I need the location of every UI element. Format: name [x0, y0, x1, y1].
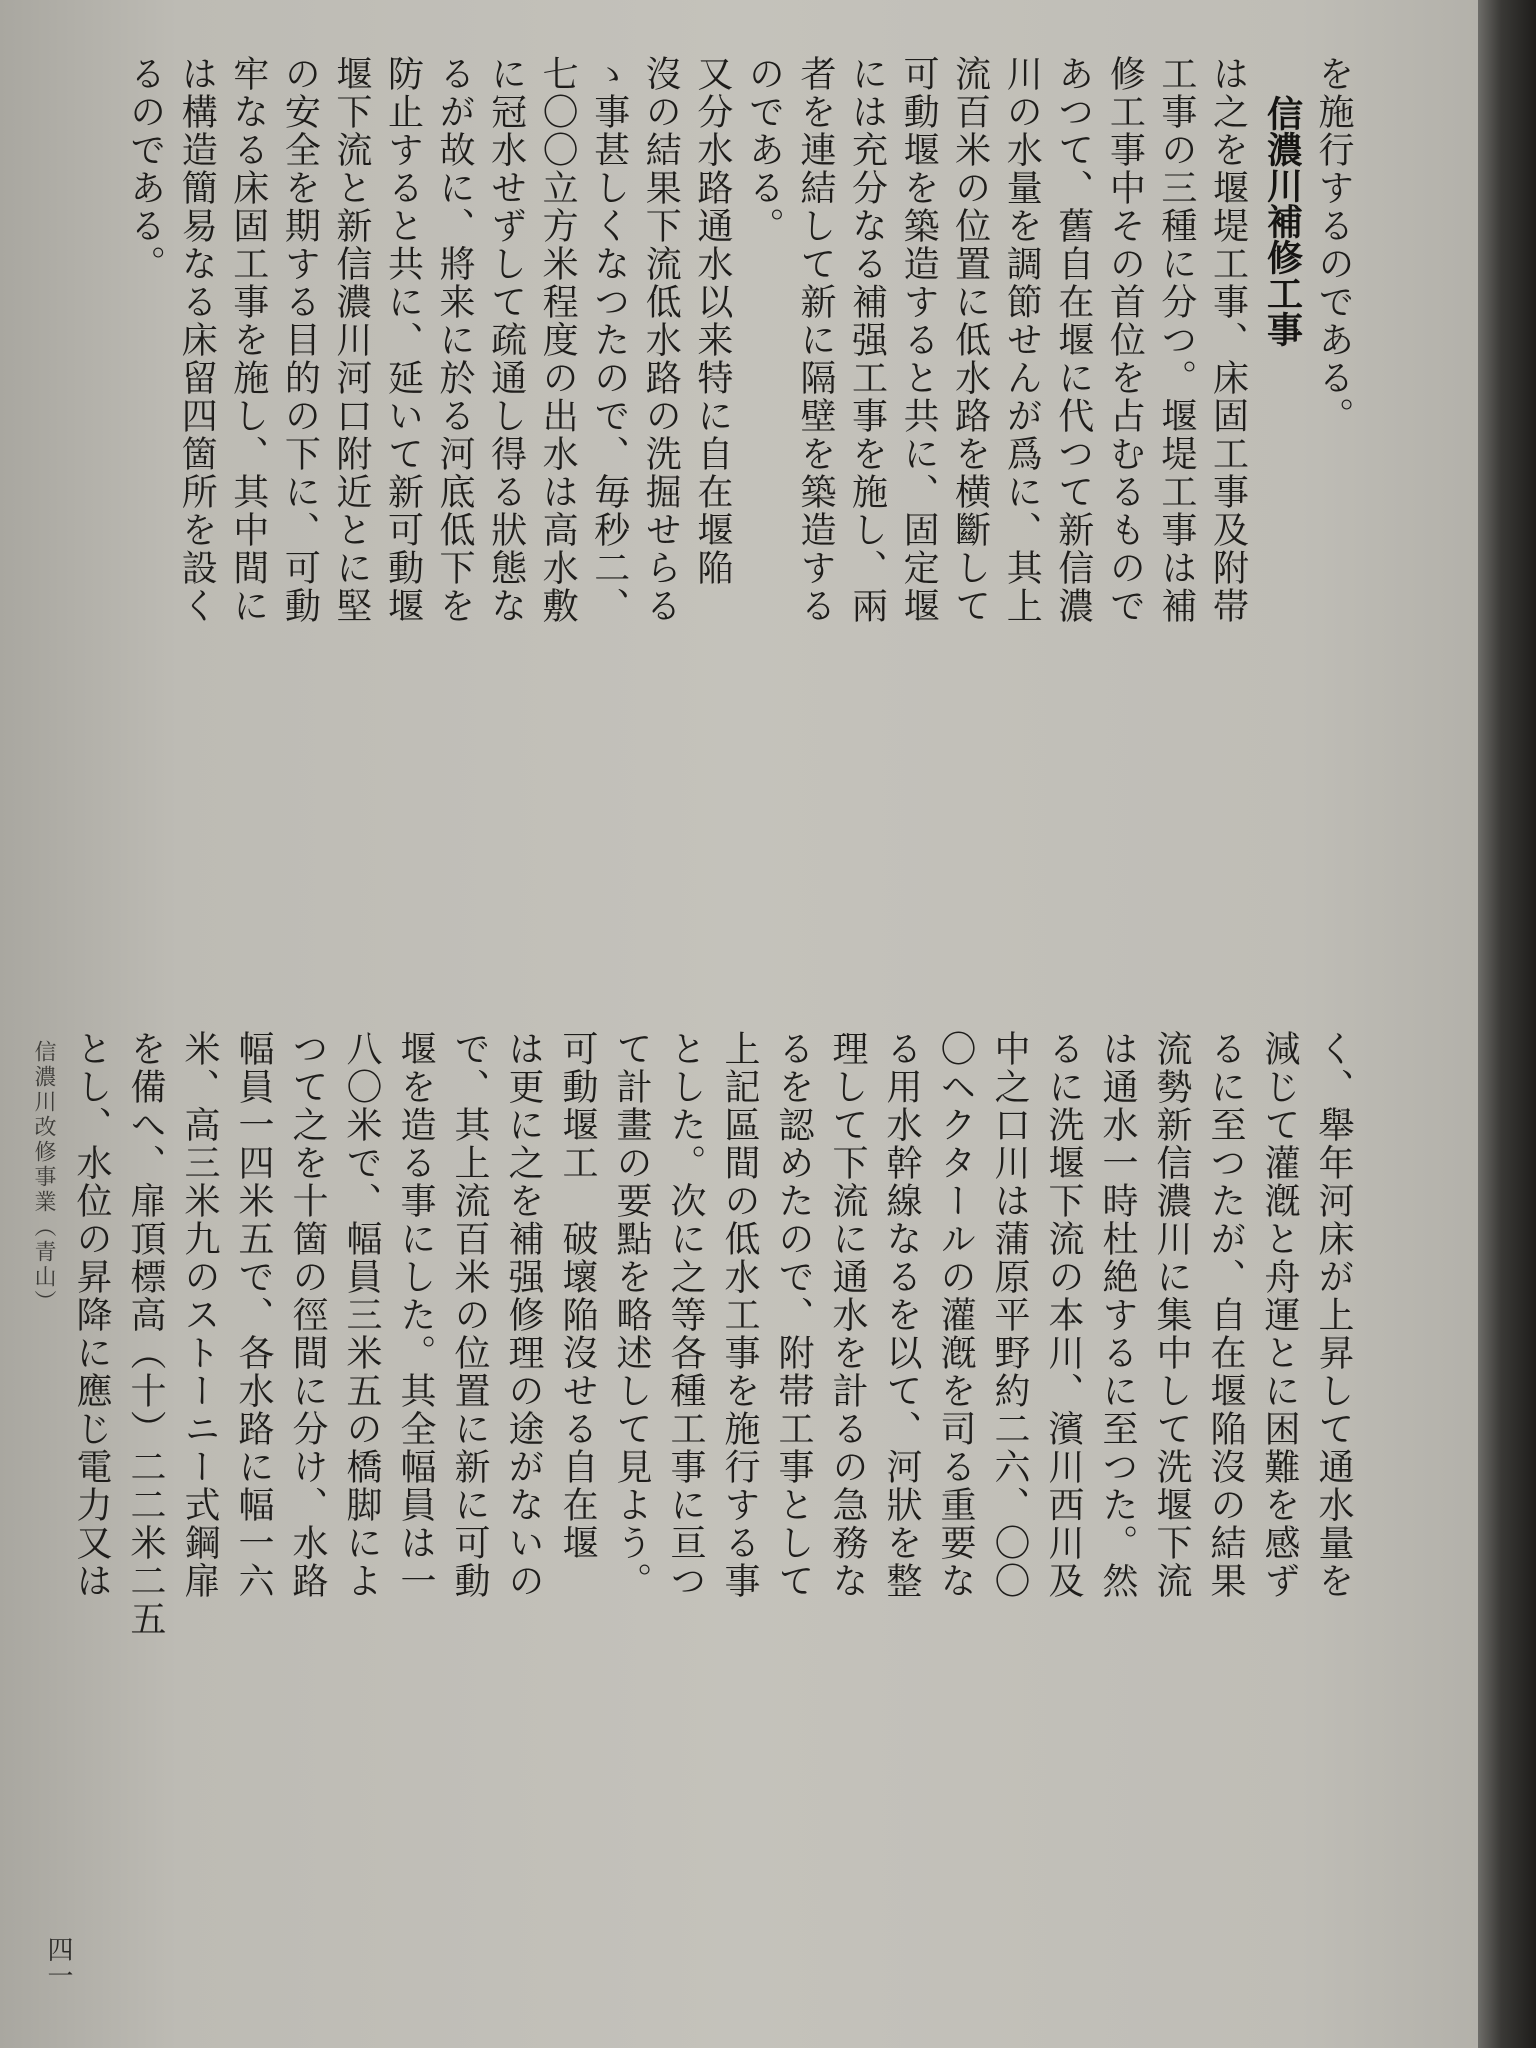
text-column: とし、水位の昇降に應じ電力又は: [71, 1030, 112, 1600]
text-column: は更に之を補强修理の途がないの: [503, 1030, 544, 1600]
text-column: 修工事中その首位を占むるもので: [1104, 55, 1146, 625]
section-heading: 信濃川補修工事: [1261, 95, 1303, 347]
text-column: るが故に、將来に於る河底低下を: [434, 55, 475, 625]
text-column: は通水一時杜絶するに至つた。然: [1097, 1030, 1138, 1600]
text-column: に冠水せずして疏通し得る狀態な: [485, 55, 527, 625]
text-column: 八〇米で、幅員三米五の橋脚によ: [341, 1030, 382, 1600]
text-column: く、舉年河床が上昇して通水量を: [1313, 1030, 1354, 1600]
text-column: 堰下流と新信濃川河口附近とに堅: [330, 55, 372, 625]
text-column: 川の水量を調節せんが爲に、其上: [1001, 55, 1043, 625]
text-column: ゝ事甚しくなつたので、毎秒二、: [588, 55, 630, 625]
text-column: は構造簡易なる床留四箇所を設く: [176, 55, 218, 625]
text-column: には充分なる補强工事を施し、兩: [846, 55, 888, 625]
text-column: 可動堰工 破壞陥沒せる自在堰: [557, 1030, 598, 1562]
text-column: 堰を造る事にした。其全幅員は一: [395, 1030, 436, 1600]
book-edge-shadow: [1478, 0, 1536, 2048]
text-column: 又分水路通水以来特に自在堰陥: [691, 55, 733, 587]
upper-text-tier: [120, 55, 1360, 985]
text-column: とした。次に之等各種工事に亘つ: [665, 1030, 706, 1600]
text-column: 〇ヘクタールの灌漑を司る重要な: [935, 1030, 976, 1600]
text-column: あつて、舊自在堰に代つて新信濃: [1052, 55, 1094, 625]
text-column: 米、高三米九のストーニー式鋼扉: [179, 1030, 220, 1600]
text-column: 牢なる床固工事を施し、其中間に: [227, 55, 269, 625]
text-column: 沒の結果下流低水路の洗掘せらる: [640, 55, 682, 625]
text-column: 理して下流に通水を計るの急務な: [827, 1030, 868, 1600]
text-column: で、其上流百米の位置に新に可動: [449, 1030, 490, 1600]
text-column: 流勢新信濃川に集中して洗堰下流: [1151, 1030, 1192, 1600]
running-head: 信濃川改修事業（青山）: [31, 1040, 56, 1315]
text-column: の安全を期する目的の下に、可動: [279, 55, 321, 625]
text-column: を備へ、扉頂標高（十）二二米二五: [125, 1030, 166, 1638]
text-column: 七〇〇立方米程度の出水は高水敷: [537, 55, 579, 625]
text-column: 中之口川は蒲原平野約二六、〇〇: [989, 1030, 1030, 1600]
text-column: るに洗堰下流の本川、濱川西川及: [1043, 1030, 1084, 1600]
text-column: 防止すると共に、延いて新可動堰: [382, 55, 424, 625]
text-column: を施行するのである。: [1313, 55, 1354, 435]
text-column: は之を堰堤工事、床固工事及附帯: [1207, 55, 1249, 625]
text-column: つて之を十箇の徑間に分け、水路: [287, 1030, 328, 1600]
text-column: 可動堰を築造すると共に、固定堰: [898, 55, 940, 625]
text-column: る用水幹線なるを以て、河狀を整: [881, 1030, 922, 1600]
text-column: 幅員一四米五で、各水路に幅一六: [233, 1030, 274, 1600]
text-column: 者を連結して新に隔壁を築造する: [794, 55, 836, 625]
text-column: 流百米の位置に低水路を横斷して: [949, 55, 991, 625]
text-column: 減じて灌漑と舟運とに困難を感ず: [1259, 1030, 1300, 1600]
page-number: 四一: [43, 1936, 73, 1988]
text-column: るを認めたので、附帯工事として: [773, 1030, 814, 1600]
text-column: 上記區間の低水工事を施行する事: [719, 1030, 760, 1600]
text-column: 工事の三種に分つ。堰堤工事は補: [1155, 55, 1197, 625]
text-column: るのである。: [124, 55, 166, 283]
text-column: て計畫の要點を略述して見よう。: [611, 1030, 652, 1600]
lower-text-tier: [20, 1030, 1360, 1960]
text-column: のである。: [743, 55, 785, 245]
text-column: るに至つたが、自在堰陥沒の結果: [1205, 1030, 1246, 1600]
